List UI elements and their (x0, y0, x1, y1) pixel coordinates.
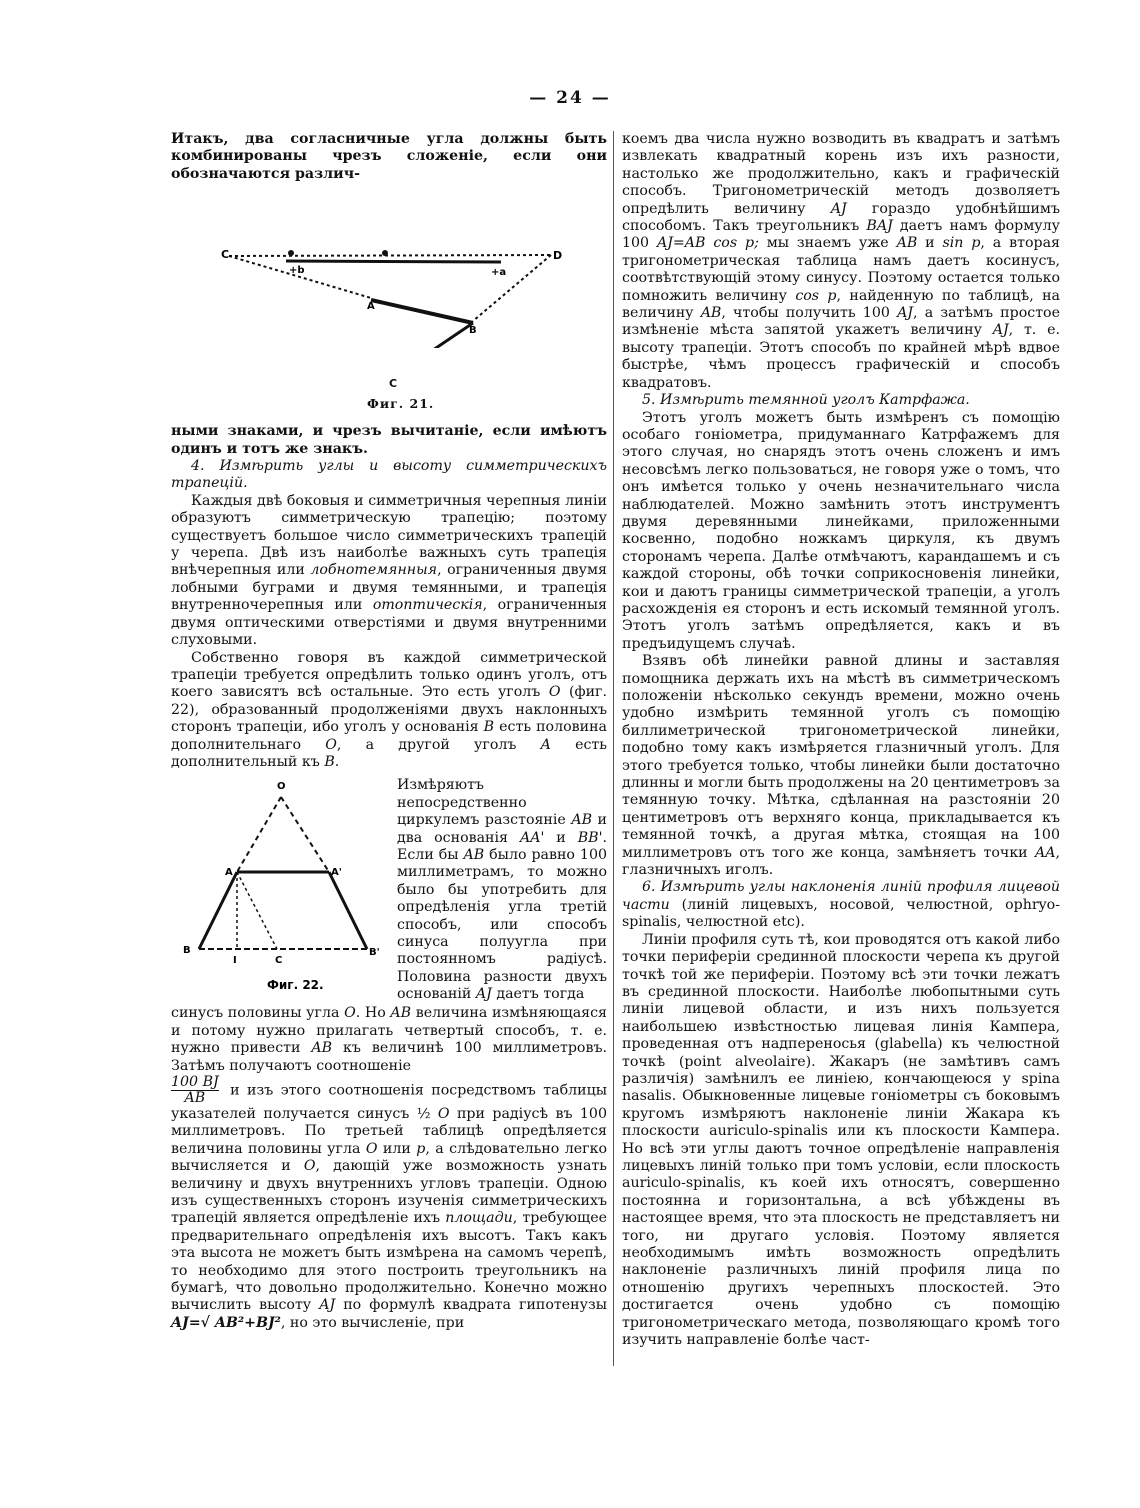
r-paragraph-1 (622, 131, 1060, 392)
fig21-label-k: A (367, 301, 375, 313)
p5-d: . Если бы (397, 829, 607, 863)
p5-BB: BB' (577, 829, 603, 846)
p4-A: A (540, 736, 551, 753)
p4-d: , а другой уголъ (336, 736, 541, 753)
figure-22-diagram (171, 777, 391, 1005)
h6-rest: (линій лицевыхъ, носовой, челюстной, ophryo-spinalis, челюстной etc). (622, 896, 1060, 931)
fig22-label-a2: A' (331, 867, 342, 879)
p3-text-c: , ограниченныя двумя оптическими отверстіями и двумя внутренними слуховыми. (171, 597, 607, 649)
r-paragraph-4: Линіи профиля суть тѣ, кои проводятся отъ какой либо точки периферіи срединной плоскости черепа къ другой точкѣ той же периферіи. Поэтому всѣ эти точки лежатъ въ срединной плоскости. Наиболѣе любопытными суть линіи лицевой области, и изъ нихъ пользуется наибольшею извѣстностью лицевая линія Кампера, проведенная отъ надпереносья (glabella) къ челюстной точкѣ (point alveolaire). Жакаръ (не замѣтивъ самъ различія) замѣнилъ ее линіею, кончающеюся у spina nasalis. Обыкновенные лицевые гоніометры съ боковымъ кругомъ измѣряютъ наклоненіе линіи Жакара къ плоскости auriculo-spinalis или къ плоскости Кампера. Но всѣ эти углы даютъ точное опредѣленіе направленія лицевыхъ линій только при томъ условіи, если плоскость auriculo-spinalis, къ коей ихъ относятъ, совершенно постоянна и горизонтальна, а всѣ убѣждены въ настоящее время, что эта плоскость не представляетъ ни того, ни другаго условія. Поэтому является необходимымъ имѣть возможность опредѣлить наклоненіе различныхъ линій профиля лица по отношенію другихъ черепныхъ плоскостей. Это достигается очень удобно съ помощію тригонометрическаго метода, позволяющаго кромѣ того изучить направленіе болѣе част- (622, 931, 1060, 1349)
p6-c: величина измѣняющаяся и потому нужно прилагать четвертый способъ, т. е. нужно привести (171, 1005, 607, 1057)
r1-j: , а затѣмъ простое измѣненіе мѣста запятой укажетъ величину (622, 305, 1060, 339)
fig22-dashed-left (237, 797, 281, 872)
r1-i: , чтобы получить 100 (721, 305, 898, 322)
fig21-point-2 (382, 250, 388, 256)
p4-f: . (334, 753, 340, 770)
r1-AB2: AB (700, 305, 722, 322)
h6-italic: 6. Измѣрить углы наклоненія линій профиля лицевой части (622, 879, 1060, 913)
ratio-fraction (171, 1075, 219, 1106)
r3-AA: AA (1034, 844, 1056, 861)
paragraph-3 (171, 493, 607, 650)
fig21-dotted-line-2 (473, 255, 551, 321)
r-paragraph-3 (622, 653, 1060, 879)
paragraph-4 (171, 650, 607, 772)
r1-sin: sin p (942, 235, 981, 252)
p5-AA: AA' (519, 829, 545, 846)
r1-AJ3: AJ (992, 322, 1009, 339)
p5-AB2: AB (463, 846, 485, 863)
p6-AJ: AJ (319, 1297, 336, 1314)
p4-B: B (483, 719, 495, 736)
paragraph-2: ными знаками, и чрезъ вычитаніе, если имѣютъ одинъ и тотъ же знакъ. (171, 423, 607, 457)
fig22-label-i: I (233, 955, 237, 967)
r-paragraph-2: Этотъ уголъ можетъ быть измѣренъ съ помощію особаго гоніометра, придуманнаго Катрфажемъ для этого случая, но снарядъ этотъ очень сложенъ и имъ несовсѣмъ легко пользоваться, не говоря уже о томъ, что онъ имѣется только у очень незначительнаго числа наблюдателей. Можно замѣнить этотъ инструментъ двумя деревянными линейками, приложенными косвенно, подобно ножкамъ циркуля, къ двумъ сторонамъ черепа. Далѣе отмѣчаютъ, карандашемъ и съ каждой стороны, обѣ точки соприкосновенія линейки, кои и даютъ границы симметрической трапеціи, а уголъ расхожденія ея сторонъ и есть искомый темянной уголъ. Этотъ уголъ затѣмъ опредѣляется, какъ и въ предъидущемъ случаѣ. (622, 409, 1060, 652)
p5-AJ: AJ (475, 986, 492, 1003)
p6-O: O (344, 1005, 356, 1022)
r3-a: Взявъ обѣ линейки равной длины и заставляя помощника держать ихъ на мѣстѣ въ симметрическомъ положеніи нѣсколько секундъ времени, можно очень удобно измѣрить темянной уголъ съ помощію биллиметрической тригонометрической линейки, подобно тому какъ измѣряется глазничный уголъ. Для этого требуется только, чтобы линейки были достаточно длинны и могли быть продолжены на 20 центиметровъ за темянную точку. Мѣтка, сдѣланная на разстояніи 20 центиметровъ отъ верхняго конца, прикладывается къ темянной точкѣ, а другая мѣтка, стоящая на 100 миллиметровъ отъ того же конца, замѣняетъ точки (622, 653, 1060, 861)
p6-l: , но это вычисленіе, при (280, 1314, 465, 1331)
fig21-label-c1: C (221, 248, 230, 262)
r1-a: коемъ два числа нужно возводить въ квадратъ и затѣмъ извлекать квадратный корень изъ ихъ разности, настолько же продолжительно, какъ и графическій способъ. Тригонометрическій методъ дозволяетъ опредѣлить величину (622, 131, 1060, 217)
hypotenuse-formula: AJ=√ AB²+BJ² (171, 1314, 281, 1331)
p4-b: (фиг. 22), образованный продолженіями двухъ наклонныхъ сторонъ трапеціи, ибо уголъ у основанія (171, 684, 607, 736)
p6-d: къ величинѣ 100 миллиметровъ. Затѣмъ получаютъ соотношеніе (171, 1040, 607, 1074)
p4-B2: B (324, 753, 335, 770)
figure-22-side-text (397, 777, 607, 1003)
p3-text-b: , ограниченныя двумя лобными буграми и двумя темянными, и трапеція внутренночерепныя или (171, 562, 607, 614)
r1-e: и (917, 235, 943, 252)
fig22-label-b2: B' (369, 947, 380, 959)
p5-AB: AB (571, 812, 593, 829)
p6-i: , дающій уже возможность узнать величину и двухъ внутреннихъ угловъ трапеціи. Одною изъ существенныхъ сторонъ изученія симметрическихъ трапецій является опредѣленіе ихъ (171, 1158, 607, 1227)
r1-BAJ: BAJ (866, 218, 893, 235)
left-column (171, 131, 607, 1332)
p3-term-2: отоптическія (372, 597, 483, 614)
r1-k: , т. е. высоту трапеціи. Этотъ способъ по крайней мѣрѣ вдвое быстрѣе, чѣмъ процессъ графическій и способъ квадратовъ. (622, 322, 1060, 391)
fig22-label-a: A (225, 867, 233, 879)
fig22-label-b: B (183, 945, 191, 957)
p6-O4: O (303, 1158, 316, 1175)
ratio-denominator: AB (184, 1089, 206, 1106)
p6-O2: O (437, 1105, 450, 1122)
figure-21-diagram (171, 183, 607, 348)
p6-k: по формулѣ квадрата гипотенузы (335, 1297, 607, 1314)
p5-c: и (544, 829, 578, 846)
r1-h: , найденную по таблицѣ, на величину (622, 287, 1060, 322)
p6-O3: O (365, 1140, 378, 1157)
p4-a: Собственно говоря въ каждой симметрической трапеціи требуется опредѣлить только одинъ уголъ, отъ коего зависятъ всѣ остальные. Это есть уголъ (171, 649, 607, 701)
p4-o2: O (325, 736, 337, 753)
p6-g: или (377, 1140, 417, 1157)
figure-21-label-c2 (389, 375, 397, 392)
fig21-label-a: +a (491, 267, 507, 279)
fig22-dashed-right (281, 797, 329, 872)
p6-a: синусъ половины угла (171, 1005, 345, 1022)
figure-22-block (171, 777, 607, 1005)
fig21-point-1 (288, 250, 294, 256)
p5-f: даетъ тогда (491, 986, 585, 1003)
fig21-label-d: D (553, 249, 563, 263)
p4-o: O (548, 684, 561, 701)
p6-area: площади (445, 1210, 513, 1227)
p3-term-1: лобнотемянныя (310, 562, 438, 579)
fig21-solid-top (286, 261, 501, 262)
r1-formula: AJ=AB cos p; (656, 235, 759, 252)
p6-j: , требующее предварительнаго опредѣленія ихъ высотъ. Такъ какъ эта высота не можетъ быть измѣрена на самомъ черепѣ, то необходимо для этого построить треугольникъ на бумагѣ, что довольно продолжительно. Конечно можно вычислить высоту (171, 1210, 607, 1314)
right-column (622, 131, 1060, 1349)
p3-text-a: Каждыя двѣ боковыя и симметричныя черепныя линіи образуютъ симметрическую трапецію; поэтому существуетъ большое число симметрическихъ трапецій у черепа. Двѣ изъ наиболѣе важныхъ суть трапеція внѣчерепныя или (171, 492, 607, 579)
r1-AJ: AJ (830, 200, 847, 217)
fig22-left-side (199, 872, 237, 949)
r1-b: гораздо удобнѣйшимъ способомъ. Такъ треугольникъ (622, 200, 1060, 235)
fig22-diagonal (237, 872, 277, 949)
r1-AJ2: AJ (897, 305, 913, 322)
fig22-caption: Фиг. 22. (267, 978, 324, 993)
p6-b: . Но (355, 1005, 391, 1022)
fig21-solid-bc (399, 323, 473, 348)
r1-AB: AB (896, 235, 918, 252)
p5-e: было равно 100 миллиметрамъ, то можно было бы употребить для опредѣленія угла третій способъ, или способъ синуса полуугла при постоянномъ радіусѣ. Половина разности двухъ основаній (397, 846, 607, 1003)
section-6-heading (622, 879, 1060, 931)
p4-c: есть половина дополнительнаго (171, 719, 607, 753)
p5-a: Измѣряютъ непосредственно циркулемъ разстояніе (397, 777, 572, 829)
ratio-numerator: 100 BJ (171, 1073, 219, 1090)
fig22-label-o: O (277, 781, 286, 793)
fig22-right-side (329, 872, 367, 949)
fig21-label-b: +b (289, 265, 305, 277)
p6-f: при радіусѣ въ 100 миллиметровъ. По третьей таблицѣ опредѣляется величина половины угла (171, 1105, 607, 1157)
fig21-solid-ka (371, 300, 473, 323)
paragraph-1: Итакъ, два согласничные угла должны быть комбинированы чрезъ сложеніе, если они обозначаются различ- (171, 131, 607, 182)
section-4-heading: 4. Измѣрить углы и высоту симметрическихъ трапецій. (171, 458, 607, 492)
column-divider (613, 131, 614, 1366)
p6-h: , а слѣдовательно легко вычисляется и (171, 1140, 607, 1175)
r3-b: , глазничныхъ иголъ. (622, 844, 1060, 879)
section-5-heading: 5. Измѣрить темянной уголъ Катрфажа. (642, 392, 970, 409)
r1-d: мы знаемъ уже (758, 235, 897, 252)
page-number: — 24 — (529, 88, 611, 108)
paragraph-6 (171, 1005, 607, 1332)
p6-AB: AB (390, 1005, 412, 1022)
p6-p: p (416, 1140, 426, 1157)
p5-b: и два основанія (397, 812, 607, 846)
fig22-label-c: C (275, 955, 283, 967)
p4-e: есть дополнительный къ (171, 736, 607, 770)
fig21-dotted-line (229, 255, 551, 256)
r1-c: даетъ намъ формулу 100 (622, 218, 1060, 252)
r1-cos: cos p (795, 287, 837, 304)
p6-e: и изъ этого соотношенія посредствомъ таблицы указателей получается синусъ ½ (171, 1082, 607, 1122)
figure-21 (171, 183, 607, 412)
figure-21-caption: Фиг. 21. (367, 396, 435, 412)
fig21-label-b-point: B (469, 325, 477, 337)
r1-g: , а вторая тригонометрическая таблица намъ даетъ косинусъ, соотвѣтствующій этому синусу. Поэтому остается только помножить величину (622, 235, 1060, 304)
fig21-label-c2: C (389, 377, 398, 391)
p6-AB2: AB (311, 1040, 333, 1057)
